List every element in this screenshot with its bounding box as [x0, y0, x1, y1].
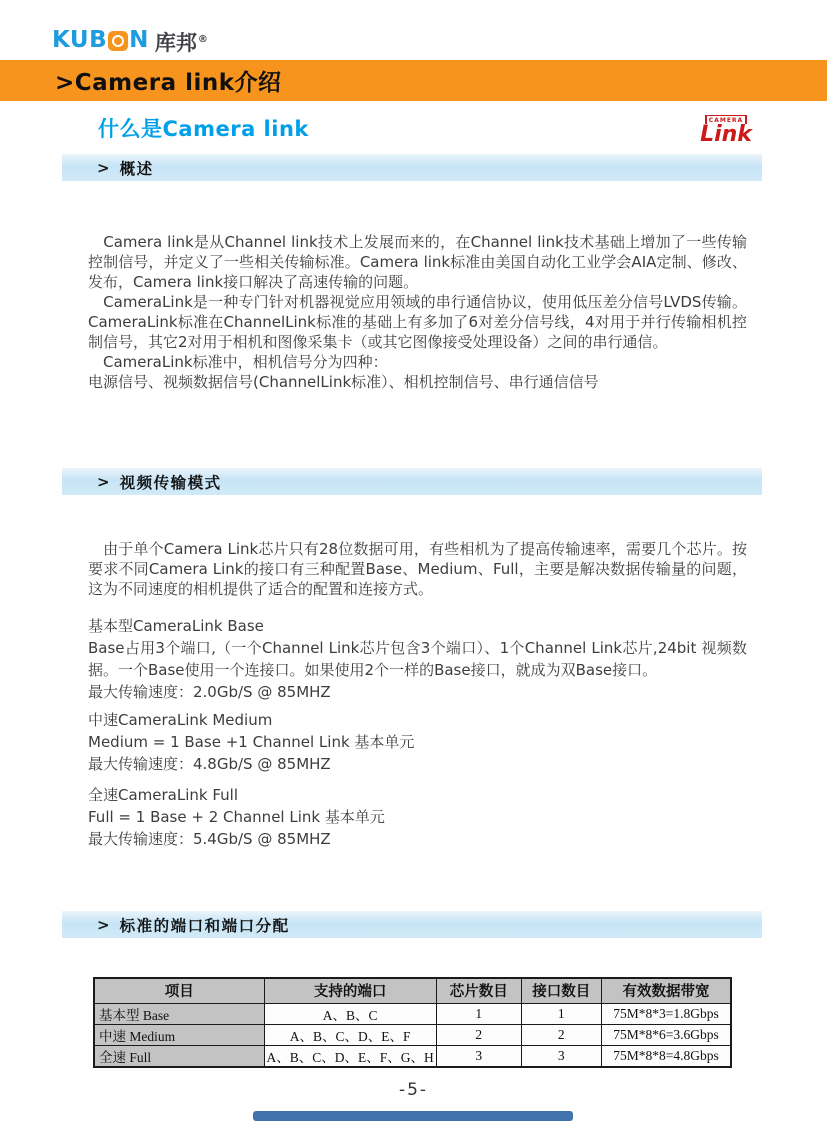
table-row: [94, 1045, 731, 1067]
table-cell: 3: [436, 1045, 521, 1067]
table-header-cell: 接口数目: [521, 978, 601, 1003]
base-mode-speed: 最大传输速度：2.0Gb/S @ 85MHZ: [88, 683, 331, 701]
table-cell: 中速 Medium: [94, 1024, 264, 1045]
table-cell: 2: [521, 1024, 601, 1045]
table-header-cell: 有效数据带宽: [601, 978, 731, 1003]
medium-mode-description: Medium = 1 Base +1 Channel Link 基本单元: [88, 733, 415, 751]
table-cell: 75M*8*3=1.8Gbps: [601, 1003, 731, 1024]
table-cell: A、B、C: [264, 1003, 436, 1024]
table-header-cell: 支持的端口: [264, 978, 436, 1003]
table-cell: 1: [521, 1003, 601, 1024]
table-cell: 75M*8*8=4.8Gbps: [601, 1045, 731, 1067]
base-mode-block: [88, 615, 747, 703]
table-row: [94, 1024, 731, 1045]
video-modes-intro-paragraph: 由于单个Camera Link芯片只有28位数据可用，有些相机为了提高传输速率，需要几个芯片。按要求不同Camera Link的接口有三种配置Base、Medium、Full，主要是解决数据传输量的问题，这为不同速度的相机提供了适合的配置和连接方式。: [88, 540, 747, 598]
brand-logo: [52, 28, 208, 55]
table-row: [94, 1003, 731, 1024]
registered-trademark-mark: ®: [197, 34, 208, 45]
overview-paragraph-4: 电源信号、视频数据信号(ChannelLink标准）、相机控制信号、串行通信信号: [88, 373, 599, 391]
table-cell: 基本型 Base: [94, 1003, 264, 1024]
section-marker: >: [97, 472, 110, 491]
table-cell: A、B、C、D、E、F: [264, 1024, 436, 1045]
wordmark-n: N: [129, 27, 149, 53]
base-mode-title: 基本型CameraLink Base: [88, 617, 264, 635]
banner-title: >Camera link介绍: [55, 70, 282, 96]
page-number: -5-: [398, 1080, 429, 1100]
table-header-cell: 项目: [94, 978, 264, 1003]
section-header-video-modes: [62, 468, 762, 495]
medium-mode-block: [88, 709, 747, 775]
bottom-scrollbar-thumb[interactable]: [253, 1111, 573, 1121]
section-marker: >: [97, 915, 110, 934]
table-header-row: [94, 978, 731, 1003]
medium-mode-speed: 最大传输速度：4.8Gb/S @ 85MHZ: [88, 755, 331, 773]
overview-paragraph-1: Camera link是从Channel link技术上发展而来的，在Channel link技术基础上增加了一些传输控制信号，并定义了一些相关传输标准。Camera link标准由美国自动化工业学会AIA定制、修改、发布，Camera link接口解决了高速传输的问题。: [88, 233, 747, 291]
section-title-overview: 概述: [119, 159, 154, 178]
section-marker: >: [97, 158, 110, 177]
section-title-ports: 标准的端口和端口分配: [119, 916, 290, 935]
brand-cn-text: 库邦: [154, 31, 197, 55]
full-mode-description: Full = 1 Base + 2 Channel Link 基本单元: [88, 808, 385, 826]
wordmark-kub: KUB: [52, 27, 108, 53]
table-cell: 2: [436, 1024, 521, 1045]
cameralink-logo-camera-text: CAMERA: [705, 115, 747, 124]
section-title-video-modes: 视频传输模式: [119, 473, 222, 492]
overview-paragraph-2: CameraLink是一种专门针对机器视觉应用领域的串行通信协议，使用低压差分信号LVDS传输。CameraLink标准在ChannelLink标准的基础上有多加了6对差分信号线，4对用于并行传输相机控制信号，其它2对用于相机和图像采集卡（或其它图像接受处理设备）之间的串行通信。: [88, 293, 747, 351]
brand-chinese-name: [155, 28, 208, 55]
medium-mode-title: 中速CameraLink Medium: [88, 711, 273, 729]
table-cell: A、B、C、D、E、F、G、H: [264, 1045, 436, 1067]
table-header-cell: 芯片数目: [436, 978, 521, 1003]
table-cell: 1: [436, 1003, 521, 1024]
table-cell: 3: [521, 1045, 601, 1067]
ports-table: [93, 977, 732, 1068]
camera-lens-icon: [108, 31, 128, 51]
cameralink-logo-link-text: Link: [700, 122, 752, 147]
table-cell: 全速 Full: [94, 1045, 264, 1067]
cameralink-logo: [697, 109, 755, 146]
section-header-overview: [62, 154, 762, 181]
full-mode-speed: 最大传输速度：5.4Gb/S @ 85MHZ: [88, 830, 331, 848]
overview-text-block: [88, 232, 747, 392]
video-modes-intro: [88, 539, 747, 599]
page-banner: [0, 60, 827, 101]
base-mode-description: Base占用3个端口,（一个Channel Link芯片包含3个端口）、1个Channel Link芯片,24bit 视频数据。一个Base使用一个连接口。如果使用2个一样的Base接口，就成为双Base接口。: [88, 639, 747, 679]
kubon-wordmark: [52, 28, 149, 52]
section-header-ports: [62, 911, 762, 938]
full-mode-title: 全速CameraLink Full: [88, 786, 239, 804]
overview-paragraph-3: CameraLink标准中，相机信号分为四种：: [88, 353, 388, 371]
table-cell: 75M*8*6=3.6Gbps: [601, 1024, 731, 1045]
page-heading: 什么是Camera link: [98, 117, 309, 141]
full-mode-block: [88, 784, 747, 850]
